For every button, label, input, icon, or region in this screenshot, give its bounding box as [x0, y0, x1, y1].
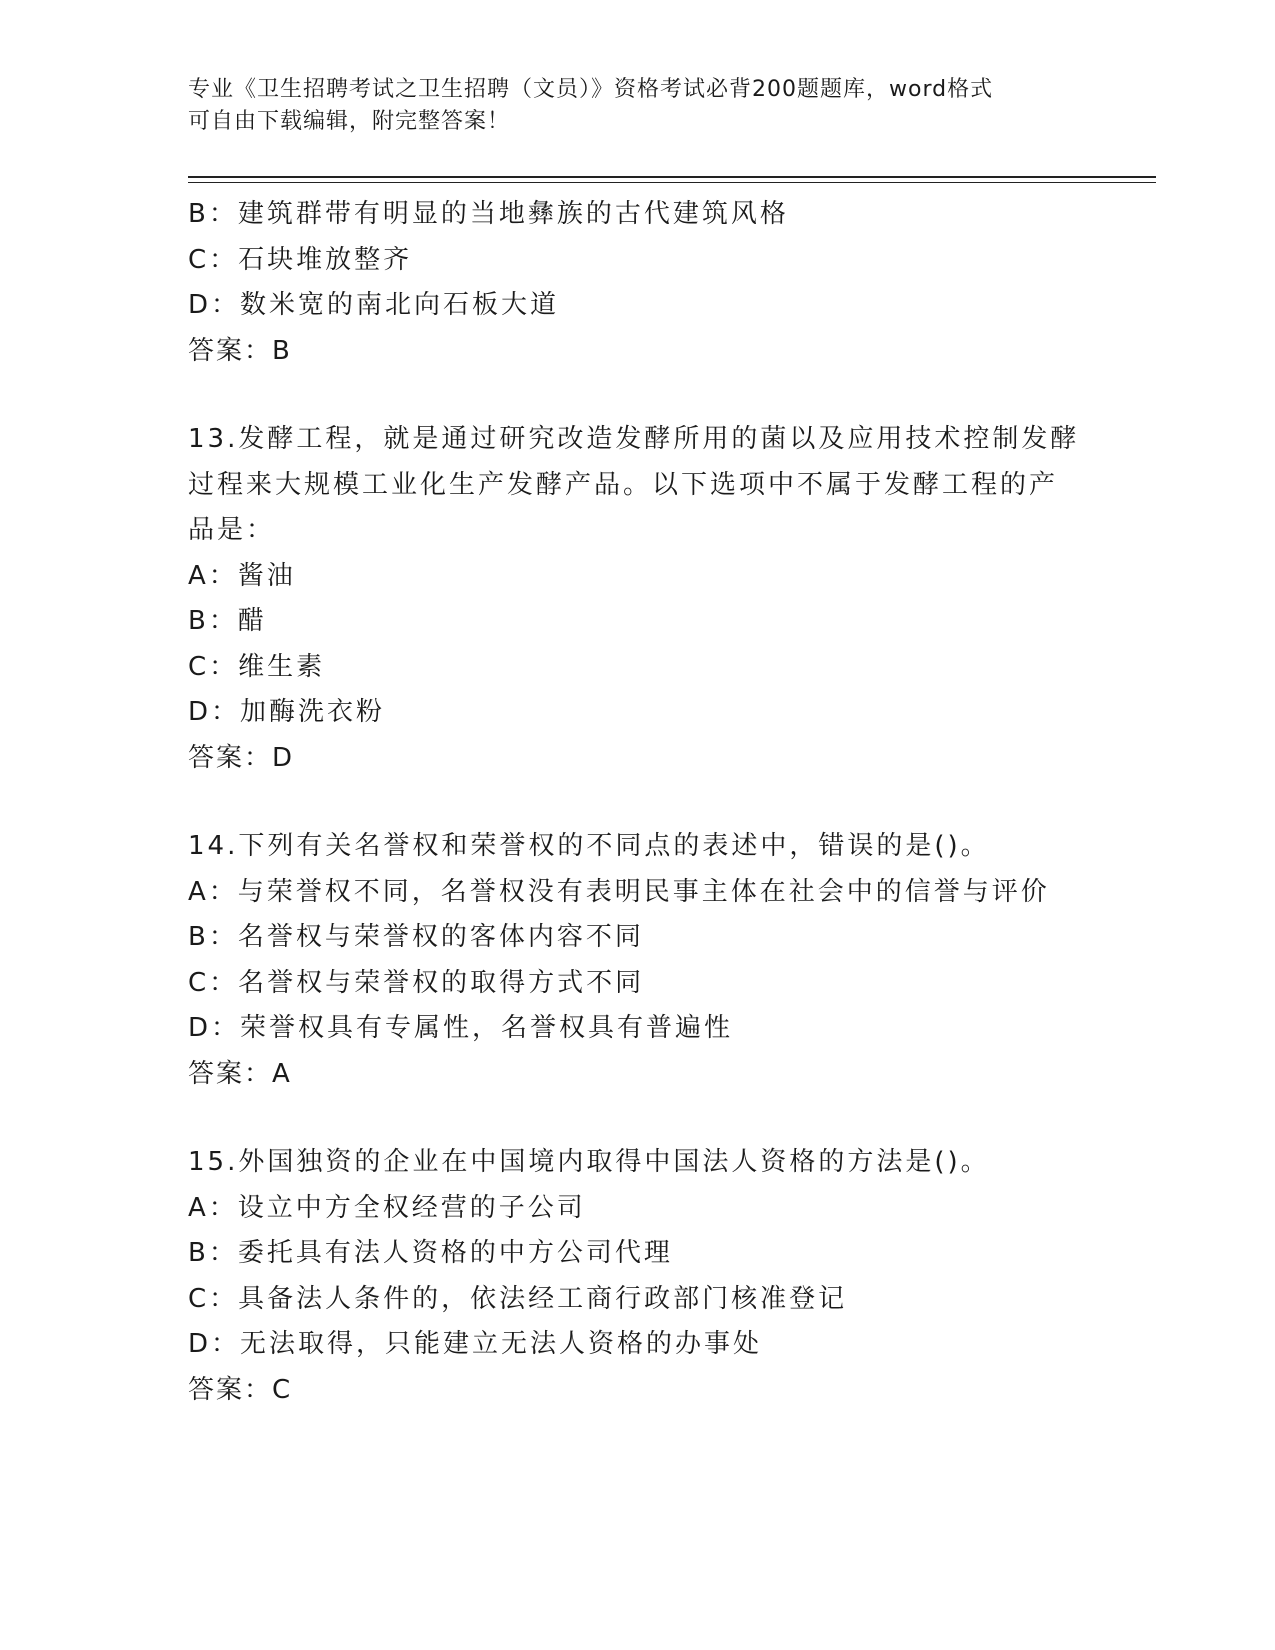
option-d: D：荣誉权具有专属性，名誉权具有普遍性 [188, 1013, 734, 1043]
spacer [188, 781, 1088, 824]
option-c: C：名誉权与荣誉权的取得方式不同 [188, 967, 645, 998]
question-stem: 14.下列有关名誉权和荣誉权的不同点的表述中，错误的是()。 [188, 831, 990, 861]
option-c: C：维生素 [188, 651, 326, 682]
option-b: B：名誉权与荣誉权的客体内容不同 [188, 922, 644, 952]
question-12-tail [188, 192, 1088, 374]
option-a: A：酱油 [188, 560, 296, 591]
answer: 答案：D [188, 742, 295, 773]
answer: 答案：B [188, 335, 292, 366]
header-divider-thick [188, 176, 1156, 178]
answer: 答案：C [188, 1374, 293, 1405]
header-title-line-1: 专业《卫生招聘考试之卫生招聘（文员）》资格考试必背200题题库，word格式 [188, 77, 994, 102]
option-a: A：与荣誉权不同，名誉权没有表明民事主体在社会中的信誉与评价 [188, 876, 1050, 907]
option-b: B：委托具有法人资格的中方公司代理 [188, 1238, 673, 1268]
question-14 [188, 824, 1088, 1097]
spacer [188, 374, 1088, 417]
option-d: D：数米宽的南北向石板大道 [188, 290, 560, 320]
question-stem: 13.发酵工程，就是通过研究改造发酵所用的菌以及应用技术控制发酵 [188, 424, 1080, 454]
document-header [188, 74, 1088, 138]
answer: 答案：A [188, 1058, 292, 1089]
question-13 [188, 417, 1088, 781]
question-stem: 15.外国独资的企业在中国境内取得中国法人资格的方法是()。 [188, 1147, 990, 1177]
option-b: B：醋 [188, 606, 267, 636]
spacer [188, 1097, 1088, 1140]
option-a: A：设立中方全权经营的子公司 [188, 1192, 586, 1223]
header-divider-thin [188, 182, 1156, 183]
option-c: C：具备法人条件的，依法经工商行政部门核准登记 [188, 1283, 848, 1314]
header-title-line-2: 可自由下载编辑，附完整答案！ [188, 109, 511, 134]
question-15 [188, 1140, 1088, 1413]
option-c: C：石块堆放整齐 [188, 244, 413, 275]
question-stem: 过程来大规模工业化生产发酵产品。以下选项中不属于发酵工程的产 [188, 469, 1059, 500]
question-list [188, 192, 1088, 1413]
option-b: B：建筑群带有明显的当地彝族的古代建筑风格 [188, 199, 789, 229]
option-d: D：无法取得，只能建立无法人资格的办事处 [188, 1329, 763, 1359]
question-stem: 品是： [188, 515, 276, 545]
option-d: D：加酶洗衣粉 [188, 697, 386, 727]
